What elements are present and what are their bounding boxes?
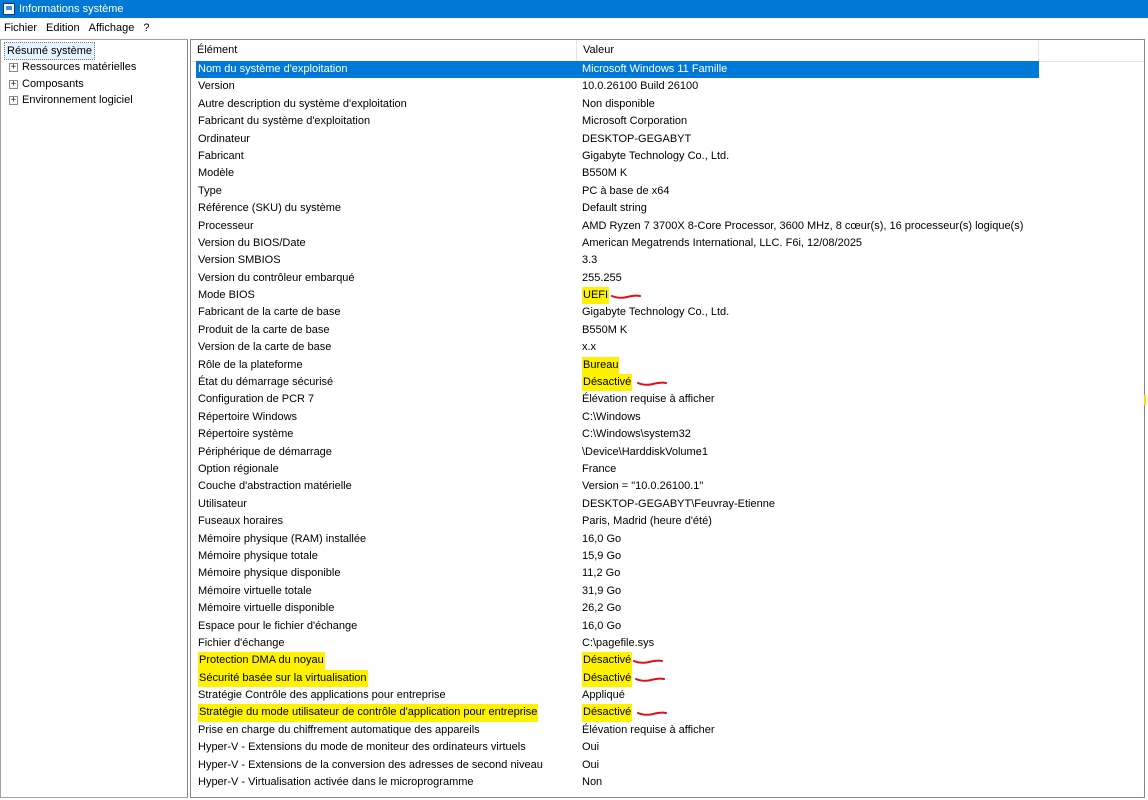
row-item-label: Hyper-V - Virtualisation activée dans le microprogramme: [198, 776, 474, 789]
table-row[interactable]: [191, 322, 1145, 339]
row-value: 16,0 Go: [582, 619, 622, 632]
row-item-label: Produit de la carte de base: [198, 323, 330, 336]
row-value: Appliqué: [582, 689, 625, 702]
row-item-label: Couche d'abstraction matérielle: [198, 480, 352, 493]
expand-plus-icon[interactable]: +: [10, 61, 17, 72]
row-item-label: Stratégie du mode utilisateur de contrôle d'application pour entreprise: [198, 704, 538, 721]
table-row[interactable]: [191, 757, 1145, 774]
row-item-label: Répertoire Windows: [198, 410, 298, 423]
row-item-label: Stratégie Contrôle des applications pour entreprise: [198, 689, 446, 702]
table-row[interactable]: [191, 496, 1145, 513]
row-item-label: Version du contrôleur embarqué: [198, 271, 355, 284]
row-value: B550M K: [582, 167, 628, 180]
row-item-label: Hyper-V - Extensions du mode de moniteur des ordinateurs virtuels: [198, 741, 526, 754]
menu-file[interactable]: Fichier: [4, 22, 38, 34]
row-value: Microsoft Windows 11 Famille: [582, 63, 728, 75]
details-list[interactable]: [190, 39, 1145, 798]
row-item-label: Fichier d'échange: [198, 636, 285, 649]
table-row[interactable]: [191, 774, 1145, 791]
table-row[interactable]: [191, 183, 1145, 200]
red-underline-annotation: [635, 676, 665, 684]
red-underline-annotation: [633, 658, 663, 666]
table-row[interactable]: [191, 461, 1145, 478]
row-item-label: Prise en charge du chiffrement automatique des appareils: [198, 723, 480, 736]
row-item-label: Version du BIOS/Date: [198, 236, 306, 249]
row-item-label: Modèle: [198, 167, 235, 180]
row-value: Paris, Madrid (heure d'été): [582, 515, 712, 528]
title-bar: [0, 0, 1148, 18]
row-item-label: Périphérique de démarrage: [198, 445, 332, 458]
menu-edit[interactable]: Edition: [46, 22, 80, 34]
row-item-label: Autre description du système d'exploitation: [198, 97, 407, 110]
row-item-label: Fabricant de la carte de base: [198, 306, 341, 319]
table-row[interactable]: [191, 409, 1145, 426]
row-item-label: Utilisateur: [198, 497, 247, 510]
expand-plus-icon[interactable]: +: [10, 94, 17, 105]
table-row[interactable]: [191, 583, 1145, 600]
table-row[interactable]: [191, 426, 1145, 443]
row-value: PC à base de x64: [582, 184, 670, 197]
row-value: 26,2 Go: [582, 602, 622, 615]
red-underline-annotation: [637, 710, 667, 718]
table-row[interactable]: [191, 670, 1145, 687]
tree-item-label: Ressources matérielles: [22, 61, 137, 73]
row-value: Élévation requise à afficher: [582, 723, 715, 736]
row-item-label: Fuseaux horaires: [198, 515, 283, 528]
table-row[interactable]: [191, 722, 1145, 739]
table-row[interactable]: [191, 96, 1145, 113]
row-item-label: Nom du système d'exploitation: [198, 63, 348, 75]
table-row[interactable]: [191, 548, 1145, 565]
row-value: C:\Windows\system32: [582, 428, 691, 441]
row-value: UEFI: [582, 287, 609, 304]
tree-item-system-summary[interactable]: Résumé système: [4, 42, 95, 60]
table-row[interactable]: [191, 374, 1145, 391]
row-value: x.x: [582, 341, 597, 354]
menu-view[interactable]: Affichage: [88, 22, 135, 34]
table-row[interactable]: [191, 304, 1145, 321]
row-value: Non: [582, 776, 603, 789]
table-row[interactable]: [191, 739, 1145, 756]
red-underline-annotation: [637, 380, 667, 388]
row-item-label: État du démarrage sécurisé: [198, 376, 334, 389]
list-header: [191, 40, 1145, 62]
row-item-label: Processeur: [198, 219, 254, 232]
row-value: 3.3: [582, 254, 598, 267]
row-item-label: Référence (SKU) du système: [198, 202, 342, 215]
row-value: Gigabyte Technology Co., Ltd.: [582, 306, 730, 319]
row-value: Oui: [582, 758, 600, 771]
row-value: 15,9 Go: [582, 549, 622, 562]
row-value: 10.0.26100 Build 26100: [582, 80, 699, 93]
row-item-label: Protection DMA du noyau: [198, 652, 325, 669]
table-row[interactable]: [191, 600, 1145, 617]
table-row[interactable]: [191, 531, 1145, 548]
table-row[interactable]: [191, 252, 1145, 269]
highlighter-mark: [1144, 395, 1146, 405]
row-item-label: Mémoire physique (RAM) installée: [198, 532, 367, 545]
row-item-label: Mémoire physique totale: [198, 549, 318, 562]
row-item-label: Mémoire virtuelle disponible: [198, 602, 335, 615]
column-header-value[interactable]: Valeur: [577, 40, 1039, 61]
row-item-label: Type: [198, 184, 222, 197]
row-value: Désactivé: [582, 652, 632, 669]
row-value: Bureau: [582, 357, 619, 374]
table-row[interactable]: [191, 513, 1145, 530]
row-item-label: Répertoire système: [198, 428, 294, 441]
table-row[interactable]: [191, 113, 1145, 130]
table-row[interactable]: [191, 704, 1145, 721]
row-item-label: Rôle de la plateforme: [198, 358, 303, 371]
table-row[interactable]: [191, 391, 1145, 408]
row-item-label: Mémoire virtuelle totale: [198, 584, 312, 597]
row-value: Microsoft Corporation: [582, 115, 688, 128]
table-row[interactable]: [191, 270, 1145, 287]
row-item-label: Version SMBIOS: [198, 254, 281, 267]
menu-help[interactable]: ?: [143, 22, 150, 34]
expand-plus-icon[interactable]: +: [10, 78, 17, 89]
table-row[interactable]: [191, 618, 1145, 635]
category-tree: [0, 39, 188, 798]
row-item-label: Version de la carte de base: [198, 341, 332, 354]
table-row[interactable]: [191, 61, 1145, 78]
table-row[interactable]: [191, 165, 1145, 182]
row-value: B550M K: [582, 323, 628, 336]
row-value: Désactivé: [582, 374, 632, 391]
row-value: Non disponible: [582, 97, 655, 110]
red-underline-annotation: [611, 293, 641, 301]
row-value: 11,2 Go: [582, 567, 621, 580]
table-row[interactable]: [191, 652, 1145, 669]
row-item-label: Fabricant du système d'exploitation: [198, 115, 371, 128]
row-value: 31,9 Go: [582, 584, 622, 597]
row-value: Désactivé: [582, 704, 632, 721]
row-value: 255.255: [582, 271, 622, 284]
row-item-label: Espace pour le fichier d'échange: [198, 619, 358, 632]
row-value: Version = "10.0.26100.1": [582, 480, 704, 493]
table-row[interactable]: [191, 218, 1145, 235]
tree-item-components[interactable]: [9, 76, 84, 92]
row-value: France: [582, 462, 617, 475]
row-value: DESKTOP-GEGABYT: [582, 132, 692, 145]
system-info-icon: [3, 3, 15, 15]
table-row[interactable]: [191, 565, 1145, 582]
table-row[interactable]: [191, 287, 1145, 304]
column-header-item[interactable]: Élément: [191, 40, 577, 61]
table-row[interactable]: [191, 357, 1145, 374]
row-value: Élévation requise à afficher: [582, 393, 715, 406]
menu-bar: [0, 18, 1148, 38]
row-item-label: Mémoire physique disponible: [198, 567, 341, 580]
row-item-label: Sécurité basée sur la virtualisation: [198, 670, 368, 687]
row-value: \Device\HarddiskVolume1: [582, 445, 708, 458]
row-value: 16,0 Go: [582, 532, 622, 545]
row-value: Oui: [582, 741, 600, 754]
table-row[interactable]: [191, 235, 1145, 252]
list-rows: [191, 61, 1145, 791]
row-item-label: Configuration de PCR 7: [198, 393, 315, 406]
table-row[interactable]: [191, 635, 1145, 652]
table-row[interactable]: [191, 478, 1145, 495]
table-row[interactable]: [191, 339, 1145, 356]
window-title: Informations système: [19, 3, 124, 15]
table-row[interactable]: [191, 78, 1145, 95]
row-value: C:\Windows: [582, 410, 641, 423]
row-value: Gigabyte Technology Co., Ltd.: [582, 149, 730, 162]
table-row[interactable]: [191, 131, 1145, 148]
row-value: AMD Ryzen 7 3700X 8-Core Processor, 3600 MHz, 8 cœur(s), 16 processeur(s) logique(s): [582, 219, 1024, 232]
row-item-label: Hyper-V - Extensions de la conversion des adresses de second niveau: [198, 758, 543, 771]
row-value: DESKTOP-GEGABYT\Feuvray-Etienne: [582, 497, 775, 510]
row-item-label: Version: [198, 80, 235, 93]
row-value: C:\pagefile.sys: [582, 636, 655, 649]
table-row[interactable]: [191, 200, 1145, 217]
row-value: American Megatrends International, LLC. F6i, 12/08/2025: [582, 236, 863, 249]
table-row[interactable]: [191, 148, 1145, 165]
table-row[interactable]: [191, 444, 1145, 461]
row-item-label: Option régionale: [198, 462, 279, 475]
table-row[interactable]: [191, 687, 1145, 704]
row-value: Désactivé: [582, 670, 632, 687]
row-value: Default string: [582, 202, 647, 215]
tree-item-label: Composants: [22, 78, 84, 90]
tree-item-hardware-resources[interactable]: [9, 59, 136, 75]
tree-item-software-environment[interactable]: [9, 92, 133, 108]
tree-item-label: Environnement logiciel: [22, 94, 133, 106]
row-item-label: Ordinateur: [198, 132, 250, 145]
row-item-label: Mode BIOS: [198, 289, 255, 302]
row-item-label: Fabricant: [198, 149, 244, 162]
